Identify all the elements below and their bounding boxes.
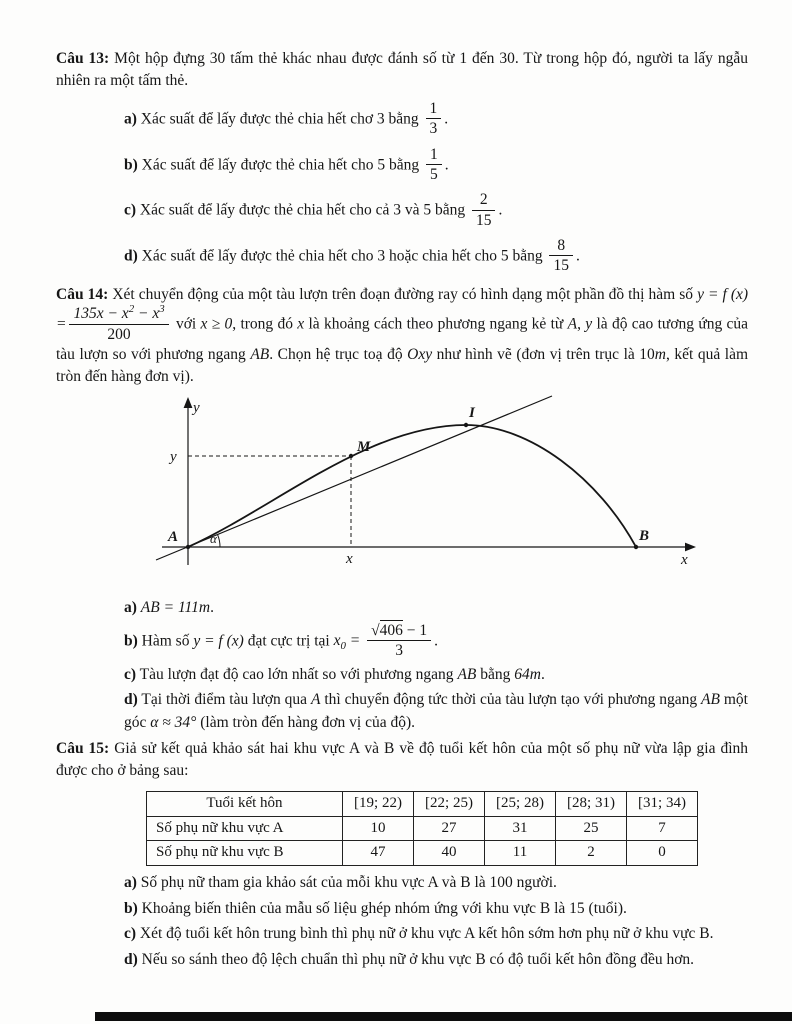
q15-items: [124, 872, 748, 971]
label-A: A: [168, 528, 179, 545]
item-label: c): [124, 201, 137, 219]
item-text: Xác suất để lấy được thẻ chia hết cho cả 3 và 5 bằng: [139, 201, 466, 219]
item-text: Xét độ tuổi kết hôn trung bình thì phụ nữ ở khu vực A kết hôn sớm hơn phụ nữ ở khu vực B.: [139, 925, 714, 943]
q14-item-c: c) Tàu lượn đạt độ cao lớn nhất so với phương ngang AB bằng 64m.: [124, 665, 545, 683]
table-header-cell: [28; 31): [556, 791, 627, 816]
q15-label: Câu 15:: [56, 740, 110, 757]
condition: x ≥ 0: [200, 315, 233, 333]
table-cell: 25: [556, 816, 627, 841]
q13-item-a: [124, 101, 748, 139]
item-label: c): [124, 925, 137, 943]
formula-lhs: y = f (x) =: [56, 285, 749, 333]
question-13: [56, 48, 748, 276]
x0-term: $x_0$ =: [333, 632, 365, 653]
label-M: M: [357, 438, 371, 455]
x-axis-arrow: [685, 543, 696, 552]
q14-item-b: b) Hàm số y = f (x) đạt cực trị tại $x_0$ = $\frac{√406 - 1}{3}$ .: [124, 621, 438, 660]
q15-item-d: [124, 949, 748, 971]
angle-label: α: [210, 530, 217, 546]
item-label: a): [124, 599, 137, 617]
label-B: B: [639, 527, 650, 544]
item-label: a): [124, 874, 137, 892]
coord-x-label: x: [346, 550, 353, 567]
q13-item-d: [124, 238, 748, 276]
table-row-region-B: [147, 841, 698, 866]
item-label: d): [124, 691, 138, 709]
table-cell: 0: [627, 841, 698, 866]
table-cell: 11: [485, 841, 556, 866]
q15-table: [146, 791, 698, 866]
item-label: c): [124, 665, 137, 683]
item-label: b): [124, 632, 138, 650]
point-I: [464, 423, 468, 427]
table-row-region-A: [147, 816, 698, 841]
table-header-cell: [22; 25): [414, 791, 485, 816]
q14-label: Câu 14:: [56, 285, 109, 303]
q13-item-c: [124, 192, 748, 230]
formula-fraction: $\frac{135x - x^2 - x^3}{200}$: [69, 305, 168, 343]
item-end: .: [444, 110, 449, 128]
question-15: [56, 738, 748, 971]
fraction: $\frac{1}{5}$: [426, 146, 442, 184]
item-text: Xác suất để lấy được thẻ chia hết chơ 3 bằng: [140, 110, 419, 128]
point-B: [634, 545, 638, 549]
q15-intro: [56, 738, 748, 783]
roller-curve: [188, 425, 636, 547]
item-label: d): [124, 950, 138, 968]
table-header-cell: [19; 22): [343, 791, 414, 816]
item-text: Xác suất để lấy được thẻ chia hết cho 3 hoặc chia hết cho 5 bằng: [141, 247, 543, 265]
item-end: .: [575, 247, 580, 265]
fraction: $\frac{√406 - 1}{3}$: [367, 622, 431, 660]
item-label: a): [124, 110, 137, 128]
q15-item-a: [124, 872, 748, 894]
table-cell: 40: [414, 841, 485, 866]
table-cell: 27: [414, 816, 485, 841]
table-header-row: [147, 791, 698, 816]
table-cell: 47: [343, 841, 414, 866]
table-cell: 7: [627, 816, 698, 841]
q13-items: [124, 101, 748, 276]
item-text: Số phụ nữ tham gia khảo sát của mỗi khu vực A và B là 100 người.: [140, 874, 557, 892]
table-cell: 2: [556, 841, 627, 866]
fraction: $\frac{2}{15}$: [472, 191, 496, 229]
table-cell: 10: [343, 816, 414, 841]
item-label: b): [124, 899, 138, 917]
q14-item-d: d) Tại thời điểm tàu lượn qua A thì chuyển động tức thời của tàu lượn tạo với phương ngang AB một góc α ≈ 34° (làm tròn đến hàng đơn vị của độ).: [124, 691, 748, 731]
page-bottom-scan-edge: [95, 1012, 792, 1021]
fraction: $\frac{1}{3}$: [426, 100, 442, 138]
item-text: Nếu so sánh theo độ lệch chuẩn thì phụ nữ ở khu vực B có độ tuổi kết hôn đồng đều hơn.: [141, 950, 695, 968]
table-header-cell: [31; 34): [627, 791, 698, 816]
table-header-cell: [25; 28): [485, 791, 556, 816]
q14-item-a: a) AB = 111m.: [124, 599, 214, 617]
q14-intro: Câu 14: Xét chuyển động của một tàu lượn trên đoạn đường ray có hình dạng một phần đồ thị hàm số y = f (x) = $\frac{135x - x^2 - x^3}{200}$ với x ≥ 0, trong đó x là khoảng cách theo phương ngang kẻ từ A, y là độ cao tương ứng của tàu lượn so với phương ngang AB. Chọn hệ trục toạ độ Oxy như hình vẽ (đơn vị trên trục là 10m, kết quả làm tròn đến hàng đơn vị).: [56, 285, 749, 386]
coord-y-label: y: [170, 448, 177, 465]
table-header-cell: Tuổi kết hôn: [147, 791, 343, 816]
q14-figure: [126, 395, 748, 594]
question-14: [56, 284, 748, 734]
q15-intro-text: Giả sử kết quả khảo sát hai khu vực A và B về độ tuổi kết hôn của một số phụ nữ vừa lập gia đình được cho ở bảng sau:: [56, 740, 748, 780]
point-M: [349, 454, 353, 458]
row-label: Số phụ nữ khu vực A: [147, 816, 343, 841]
q13-intro-text: Một hộp đựng 30 tấm thẻ khác nhau được đánh số từ 1 đến 30. Từ trong hộp đó, người ta lấy ngẫu nhiên ra một tấm thẻ.: [56, 50, 748, 90]
y-axis-arrow: [184, 397, 193, 408]
angle-arc: [218, 535, 220, 547]
y-axis-label: y: [193, 399, 200, 416]
fraction: $\frac{8}{15}$: [549, 237, 573, 275]
item-text: Khoảng biến thiên của mẫu số liệu ghép nhóm ứng với khu vực B là 15 (tuổi).: [141, 899, 627, 917]
item-label: d): [124, 247, 138, 265]
roller-coaster-graph: [126, 395, 706, 587]
x-axis-label: x: [681, 551, 688, 568]
item-end: .: [498, 201, 503, 219]
q14-items: [124, 597, 748, 734]
item-text: Xác suất để lấy được thẻ chia hết cho 5 bằng: [141, 156, 420, 174]
q15-item-c: [124, 923, 748, 945]
label-I: I: [469, 404, 475, 421]
q15-item-b: [124, 898, 748, 920]
q13-item-b: [124, 147, 748, 185]
table-cell: 31: [485, 816, 556, 841]
item-label: b): [124, 156, 138, 174]
item-end: .: [444, 156, 449, 174]
row-label: Số phụ nữ khu vực B: [147, 841, 343, 866]
q13-label: Câu 13:: [56, 50, 110, 67]
point-A: [186, 545, 190, 549]
q13-intro: [56, 48, 748, 93]
